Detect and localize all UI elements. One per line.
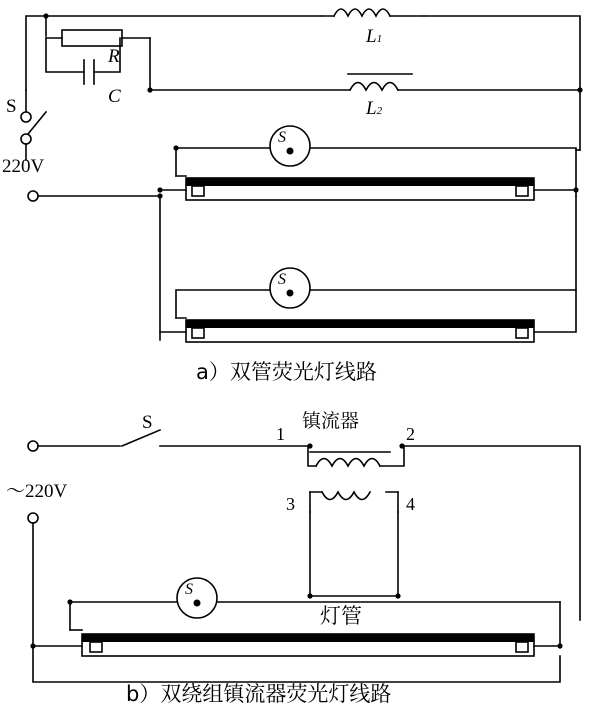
label-lamp-tube: 灯管	[320, 604, 362, 628]
junction-a6	[573, 187, 578, 192]
label-L2: L2	[366, 98, 383, 119]
starter2-glyph: S	[278, 271, 286, 288]
starter1-dot	[287, 148, 294, 155]
ballast-lead-1	[308, 446, 316, 466]
starterb-glyph: S	[185, 581, 193, 598]
junction-b5	[30, 643, 35, 648]
wire-top-right	[424, 16, 580, 150]
junction-a4	[157, 193, 162, 198]
label-L1: L1	[366, 26, 383, 47]
junction-b4	[395, 593, 400, 598]
resistor-R-body	[62, 30, 122, 46]
lamp1-electrode-left	[192, 186, 204, 196]
starterb-dot	[194, 600, 201, 607]
lampb-electrode-right	[516, 642, 528, 652]
wire-lamp2-top	[176, 196, 576, 318]
terminal-b-neutral	[28, 513, 38, 523]
label-switch-S-b: S	[142, 412, 153, 433]
wire-b-lamp-top	[70, 602, 560, 630]
lamp2-electrode-right	[516, 328, 528, 338]
junction-b3	[307, 593, 312, 598]
wire-b-top-right2	[404, 446, 580, 620]
junction-b7	[67, 599, 72, 604]
junction-a5	[157, 187, 162, 192]
terminal-switch-bottom	[21, 134, 31, 144]
inductor-L2-coil	[350, 83, 398, 91]
lampb-tube-top-bar	[82, 634, 534, 642]
terminal-switch-top	[21, 112, 31, 122]
label-switch-S-a: S	[6, 96, 17, 117]
label-terminal-3: 3	[286, 494, 295, 514]
starter1-glyph: S	[278, 129, 286, 146]
label-terminal-1: 1	[276, 424, 285, 444]
label-terminal-2: 2	[406, 424, 415, 444]
starter2-body	[270, 268, 310, 308]
junction-a1	[43, 13, 48, 18]
starter1-body	[270, 126, 310, 166]
junction-a7	[173, 145, 178, 150]
junction-b2	[399, 443, 404, 448]
lampb-electrode-left	[90, 642, 102, 652]
ballast-secondary-coil	[322, 492, 370, 500]
lamp2-electrode-left	[192, 328, 204, 338]
label-ballast: 镇流器	[302, 410, 360, 432]
lamp2-tube-top-bar	[186, 320, 534, 328]
terminal-b-live	[28, 441, 38, 451]
label-C: C	[108, 86, 121, 107]
terminal-supply-neutral	[28, 191, 38, 201]
junction-a3	[577, 87, 582, 92]
junction-b6	[557, 643, 562, 648]
starterb-body	[177, 578, 217, 618]
wire-cap-left	[46, 38, 84, 72]
junction-a2	[147, 87, 152, 92]
ballast-primary-coil	[316, 459, 380, 467]
wire-supply-top-left	[26, 16, 322, 90]
label-R: R	[108, 46, 120, 67]
label-voltage-a: 220V	[2, 156, 45, 177]
lamp1-electrode-right	[516, 186, 528, 196]
caption-a: a）双管荧光灯线路	[196, 360, 377, 384]
inductor-L1-coil	[334, 9, 390, 16]
starter2-dot	[287, 290, 294, 297]
switch-b-blade	[122, 430, 160, 446]
junction-b1	[307, 443, 312, 448]
label-voltage-b: 〜220V	[6, 481, 68, 502]
ballast-lead-2	[380, 446, 404, 466]
caption-b: b）双绕组镇流器荧光灯线路	[126, 682, 392, 706]
label-terminal-4: 4	[406, 494, 415, 514]
lamp1-tube-top-bar	[186, 178, 534, 186]
